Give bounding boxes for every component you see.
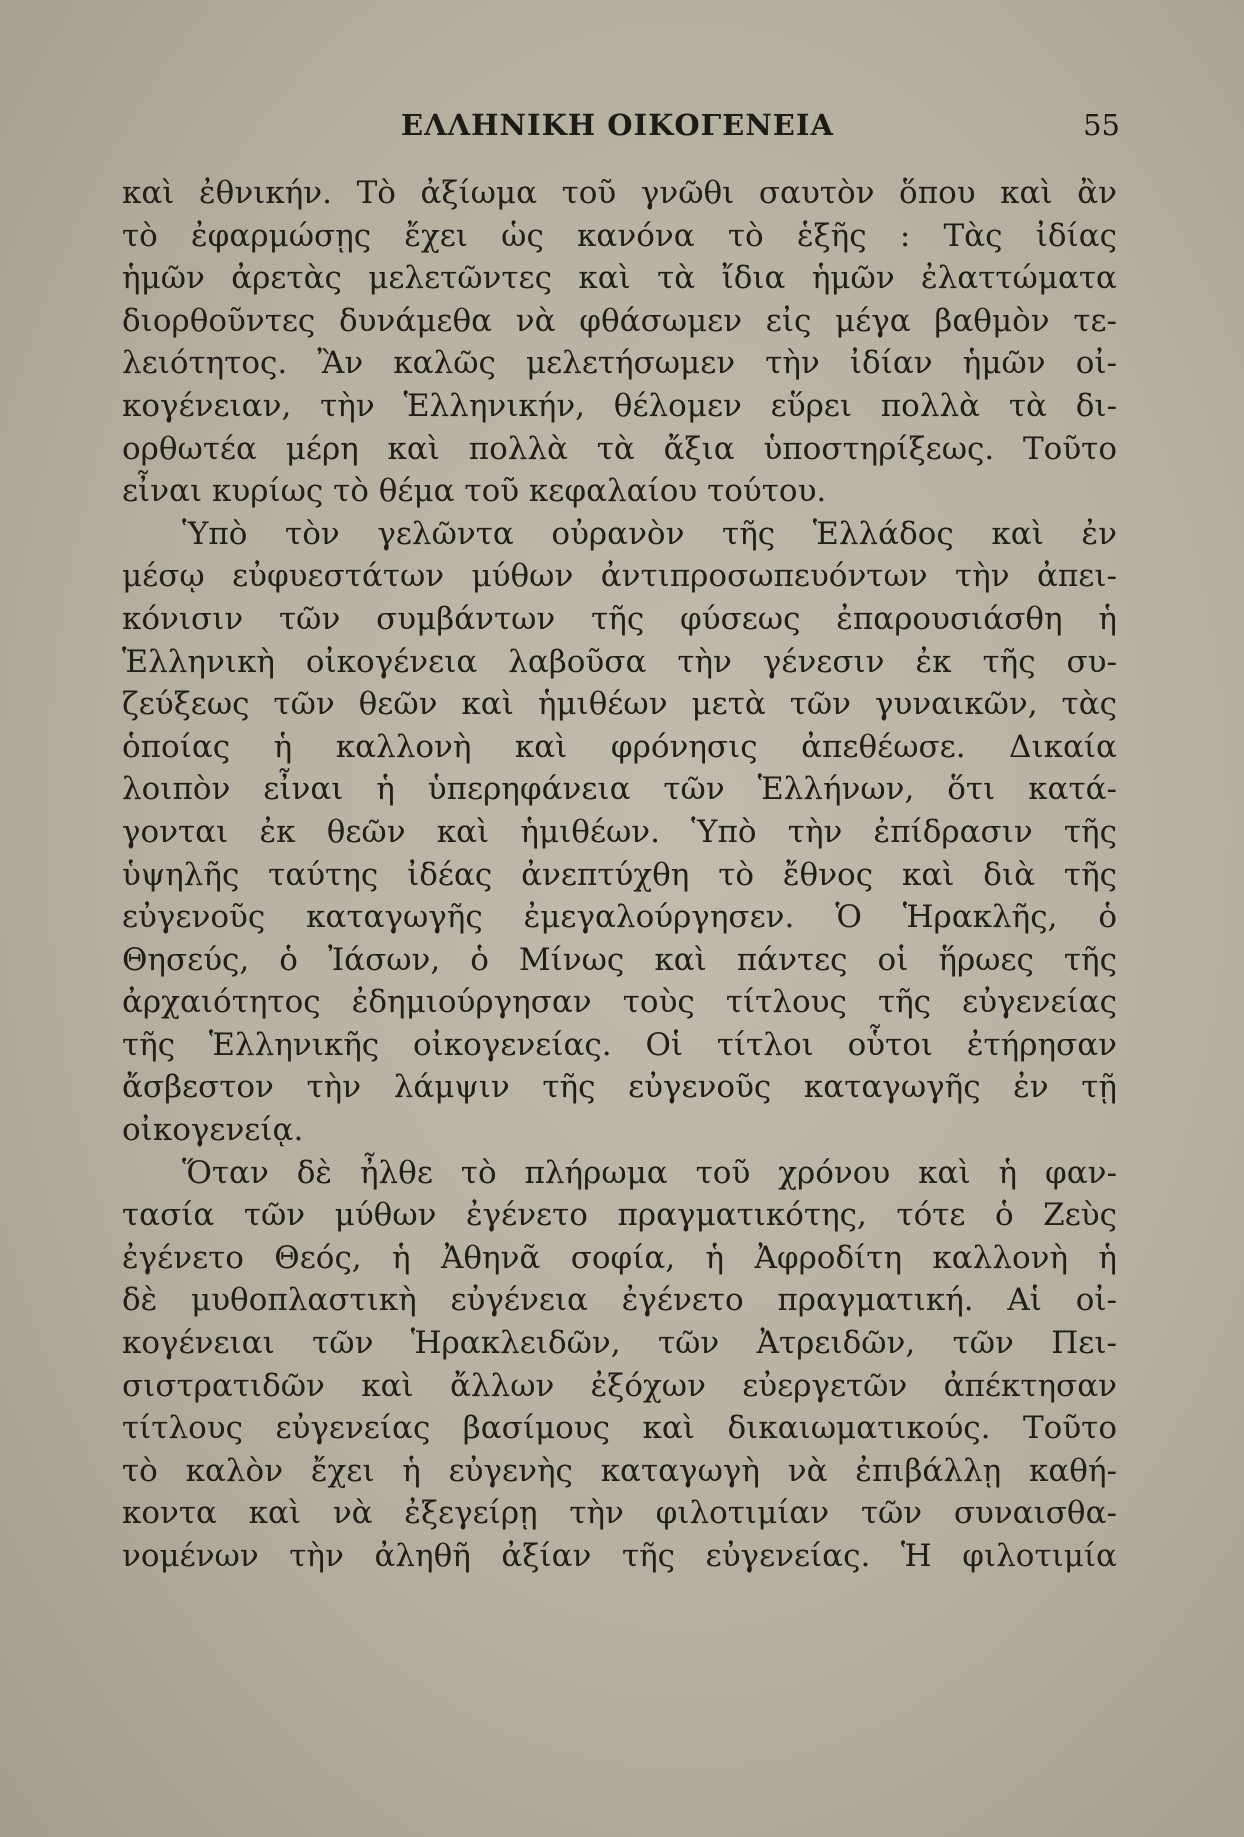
text-line: εἶναι κυρίως τὸ θέμα τοῦ κεφαλαίου τούτου. bbox=[122, 473, 827, 510]
page-number: 55 bbox=[1083, 108, 1120, 142]
text-line: εὐγενοῦς καταγωγῆς ἐμεγαλούργησεν. Ὁ Ἡρακλῆς, ὁ bbox=[122, 899, 1117, 936]
text-line: ζεύξεως τῶν θεῶν καὶ ἡμιθέων μετὰ τῶν γυναικῶν, τὰς bbox=[122, 686, 1117, 723]
text-line: κογένειαι τῶν Ἡρακλειδῶν, τῶν Ἀτρειδῶν, τῶν Πει- bbox=[122, 1325, 1117, 1362]
text-line: σιστρατιδῶν καὶ ἄλλων ἐξόχων εὐεργετῶν ἀπέκτησαν bbox=[122, 1367, 1117, 1404]
text-line: κοντα καὶ νὰ ἐξεγείρῃ τὴν φιλοτιμίαν τῶν συναισθα- bbox=[122, 1495, 1117, 1532]
text-line: οἰκογενείᾳ. bbox=[122, 1112, 304, 1149]
page-header bbox=[115, 108, 1120, 158]
text-line: ἄσβεστον τὴν λάμψιν τῆς εὐγενοῦς καταγωγῆς ἐν τῇ bbox=[122, 1069, 1117, 1106]
text-line: Ἑλληνικὴ οἰκογένεια λαβοῦσα τὴν γένεσιν ἐκ τῆς συ- bbox=[122, 643, 1117, 680]
text-line: καὶ ἐθνικήν. Τὸ ἀξίωμα τοῦ γνῶθι σαυτὸν ὅπου καὶ ἂν bbox=[122, 175, 1117, 211]
running-head: ΕΛΛΗΝΙΚΗ ΟΙΚΟΓΕΝΕΙΑ bbox=[401, 108, 834, 142]
text-line: διορθοῦντες δυνάμεθα νὰ φθάσωμεν εἰς μέγα βαθμὸν τε- bbox=[122, 302, 1117, 339]
text-line: ὑψηλῆς ταύτης ἰδέας ἀνεπτύχθη τὸ ἔθνος καὶ διὰ τῆς bbox=[122, 856, 1117, 893]
text-line: τὸ ἐφαρμώσῃς ἔχει ὡς κανόνα τὸ ἑξῆς : Τὰς ἰδίας bbox=[122, 217, 1117, 254]
text-line: κόνισιν τῶν συμβάντων τῆς φύσεως ἐπαρουσιάσθη ἡ bbox=[122, 600, 1117, 637]
text-line: ὁποίας ἡ καλλονὴ καὶ φρόνησις ἀπεθέωσε. Δικαία bbox=[122, 728, 1117, 765]
text-line: τίτλους εὐγενείας βασίμους καὶ δικαιωματικούς. Τοῦτο bbox=[122, 1410, 1117, 1447]
text-line: τῆς Ἑλληνικῆς οἰκογενείας. Οἱ τίτλοι οὗτοι ἐτήρησαν bbox=[122, 1026, 1117, 1063]
text-line: τασία τῶν μύθων ἐγένετο πραγματικότης, τότε ὁ Ζεὺς bbox=[122, 1197, 1117, 1234]
text-line: Ὅταν δὲ ἦλθε τὸ πλήρωμα τοῦ χρόνου καὶ ἡ φαν- bbox=[182, 1154, 1117, 1191]
text-line: κογένειαν, τὴν Ἑλληνικήν, θέλομεν εὕρει πολλὰ τὰ δι- bbox=[122, 387, 1117, 424]
text-line: ἐγένετο Θεός, ἡ Ἀθηνᾶ σοφία, ἡ Ἀφροδίτη καλλονὴ ἡ bbox=[122, 1239, 1117, 1276]
body-text bbox=[122, 172, 1117, 1578]
text-line: ορθωτέα μέρη καὶ πολλὰ τὰ ἄξια ὑποστηρίξεως. Τοῦτο bbox=[122, 430, 1117, 467]
text-line: τὸ καλὸν ἔχει ἡ εὐγενὴς καταγωγὴ νὰ ἐπιβάλλῃ καθή- bbox=[122, 1452, 1117, 1489]
text-line: δὲ μυθοπλαστικὴ εὐγένεια ἐγένετο πραγματική. Αἱ οἰ- bbox=[122, 1282, 1117, 1319]
text-line: ἀρχαιότητος ἐδημιούργησαν τοὺς τίτλους τῆς εὐγενείας bbox=[122, 984, 1117, 1021]
text-line: γονται ἐκ θεῶν καὶ ἡμιθέων. Ὑπὸ τὴν ἐπίδρασιν τῆς bbox=[122, 813, 1117, 850]
text-line: λοιπὸν εἶναι ἡ ὑπερηφάνεια τῶν Ἑλλήνων, ὅτι κατά- bbox=[122, 771, 1117, 808]
text-line: μέσῳ εὐφυεστάτων μύθων ἀντιπροσωπευόντων τὴν ἀπει- bbox=[122, 558, 1117, 595]
text-line: Ὑπὸ τὸν γελῶντα οὐρανὸν τῆς Ἑλλάδος καὶ ἐν bbox=[182, 515, 1117, 552]
text-line: λειότητος. Ἂν καλῶς μελετήσωμεν τὴν ἰδίαν ἡμῶν οἰ- bbox=[122, 345, 1117, 382]
text-line: νομένων τὴν ἀληθῆ ἀξίαν τῆς εὐγενείας. Ἡ φιλοτιμία bbox=[122, 1538, 1117, 1574]
text-line: ἡμῶν ἀρετὰς μελετῶντες καὶ τὰ ἴδια ἡμῶν ἐλαττώματα bbox=[122, 260, 1117, 297]
text-line: Θησεύς, ὁ Ἰάσων, ὁ Μίνως καὶ πάντες οἱ ἥρωες τῆς bbox=[122, 941, 1117, 978]
